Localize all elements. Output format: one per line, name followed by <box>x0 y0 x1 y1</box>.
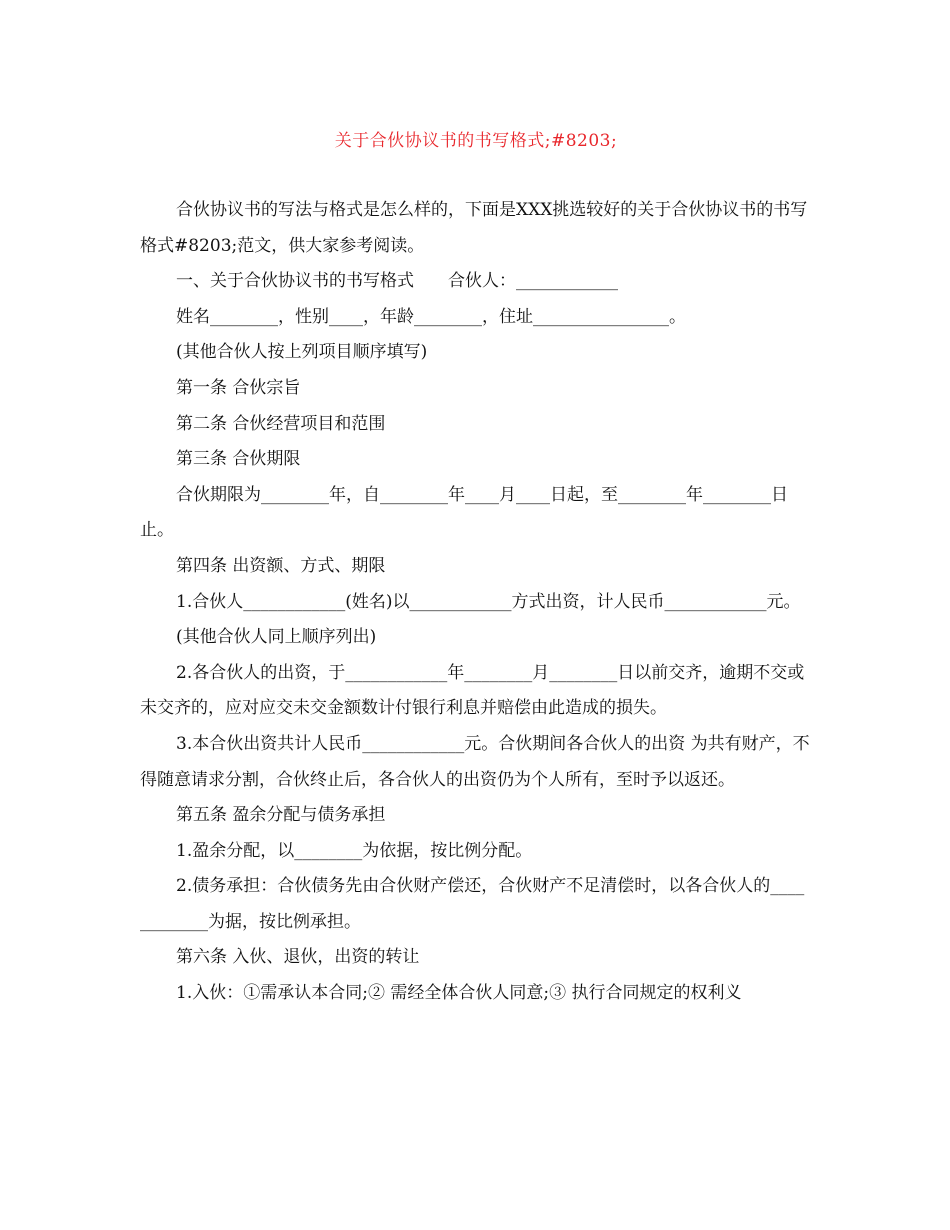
paragraph: (其他合伙人同上顺序列出) <box>176 627 377 648</box>
paragraph: 第六条 入伙、退伙，出资的转让 <box>176 947 420 968</box>
paragraph: 3.本合伙出资共计人民币____________元。合伙期间各合伙人的出资 为共有财产，不得随意请求分割，合伙终止后，各合伙人的出资仍为个人所有，至时予以返还。 <box>140 733 810 790</box>
paragraph: 1.合伙人____________(姓名)以____________方式出资，计人民币____________元。 <box>176 591 801 612</box>
paragraph: 第四条 出资额、方式、期限 <box>176 555 386 576</box>
paragraph: 第二条 合伙经营项目和范围 <box>176 413 386 434</box>
paragraph: 合伙协议书的写法与格式是怎么样的，下面是XXX挑选较好的关于合伙协议书的书写格式#8203;范文，供大家参考阅读。 <box>140 200 808 256</box>
paragraph: 2.债务承担：合伙债务先由合伙财产偿还，合伙财产不足清偿时，以各合伙人的____________为据，按比例承担。 <box>140 876 805 932</box>
document-title: 关于合伙协议书的书写格式;#8203; <box>334 131 618 151</box>
paragraph: 姓名________，性别____，年龄________，住址________________。 <box>176 306 686 327</box>
paragraph: (其他合伙人按上列项目顺序填写) <box>176 342 428 363</box>
paragraph: 第一条 合伙宗旨 <box>176 377 301 398</box>
paragraph: 合伙期限为________年，自________年____月____日起，至________年________日止。 <box>140 484 788 541</box>
paragraph: 一、关于合伙协议书的书写格式 合伙人：____________ <box>176 271 618 292</box>
paragraph: 2.各合伙人的出资，于____________年________月________日以前交齐，逾期不交或未交齐的，应对应交未交金额数计付银行利息并赔偿由此造成的损失。 <box>140 662 805 719</box>
paragraph: 1.盈余分配，以________为依据，按比例分配。 <box>176 840 533 861</box>
paragraph: 第五条 盈余分配与债务承担 <box>176 805 386 826</box>
paragraph: 1.入伙：①需承认本合同;② 需经全体合伙人同意;③ 执行合同规定的权利义 <box>176 983 742 1004</box>
paragraph: 第三条 合伙期限 <box>176 449 301 470</box>
document-body <box>140 193 812 1012</box>
